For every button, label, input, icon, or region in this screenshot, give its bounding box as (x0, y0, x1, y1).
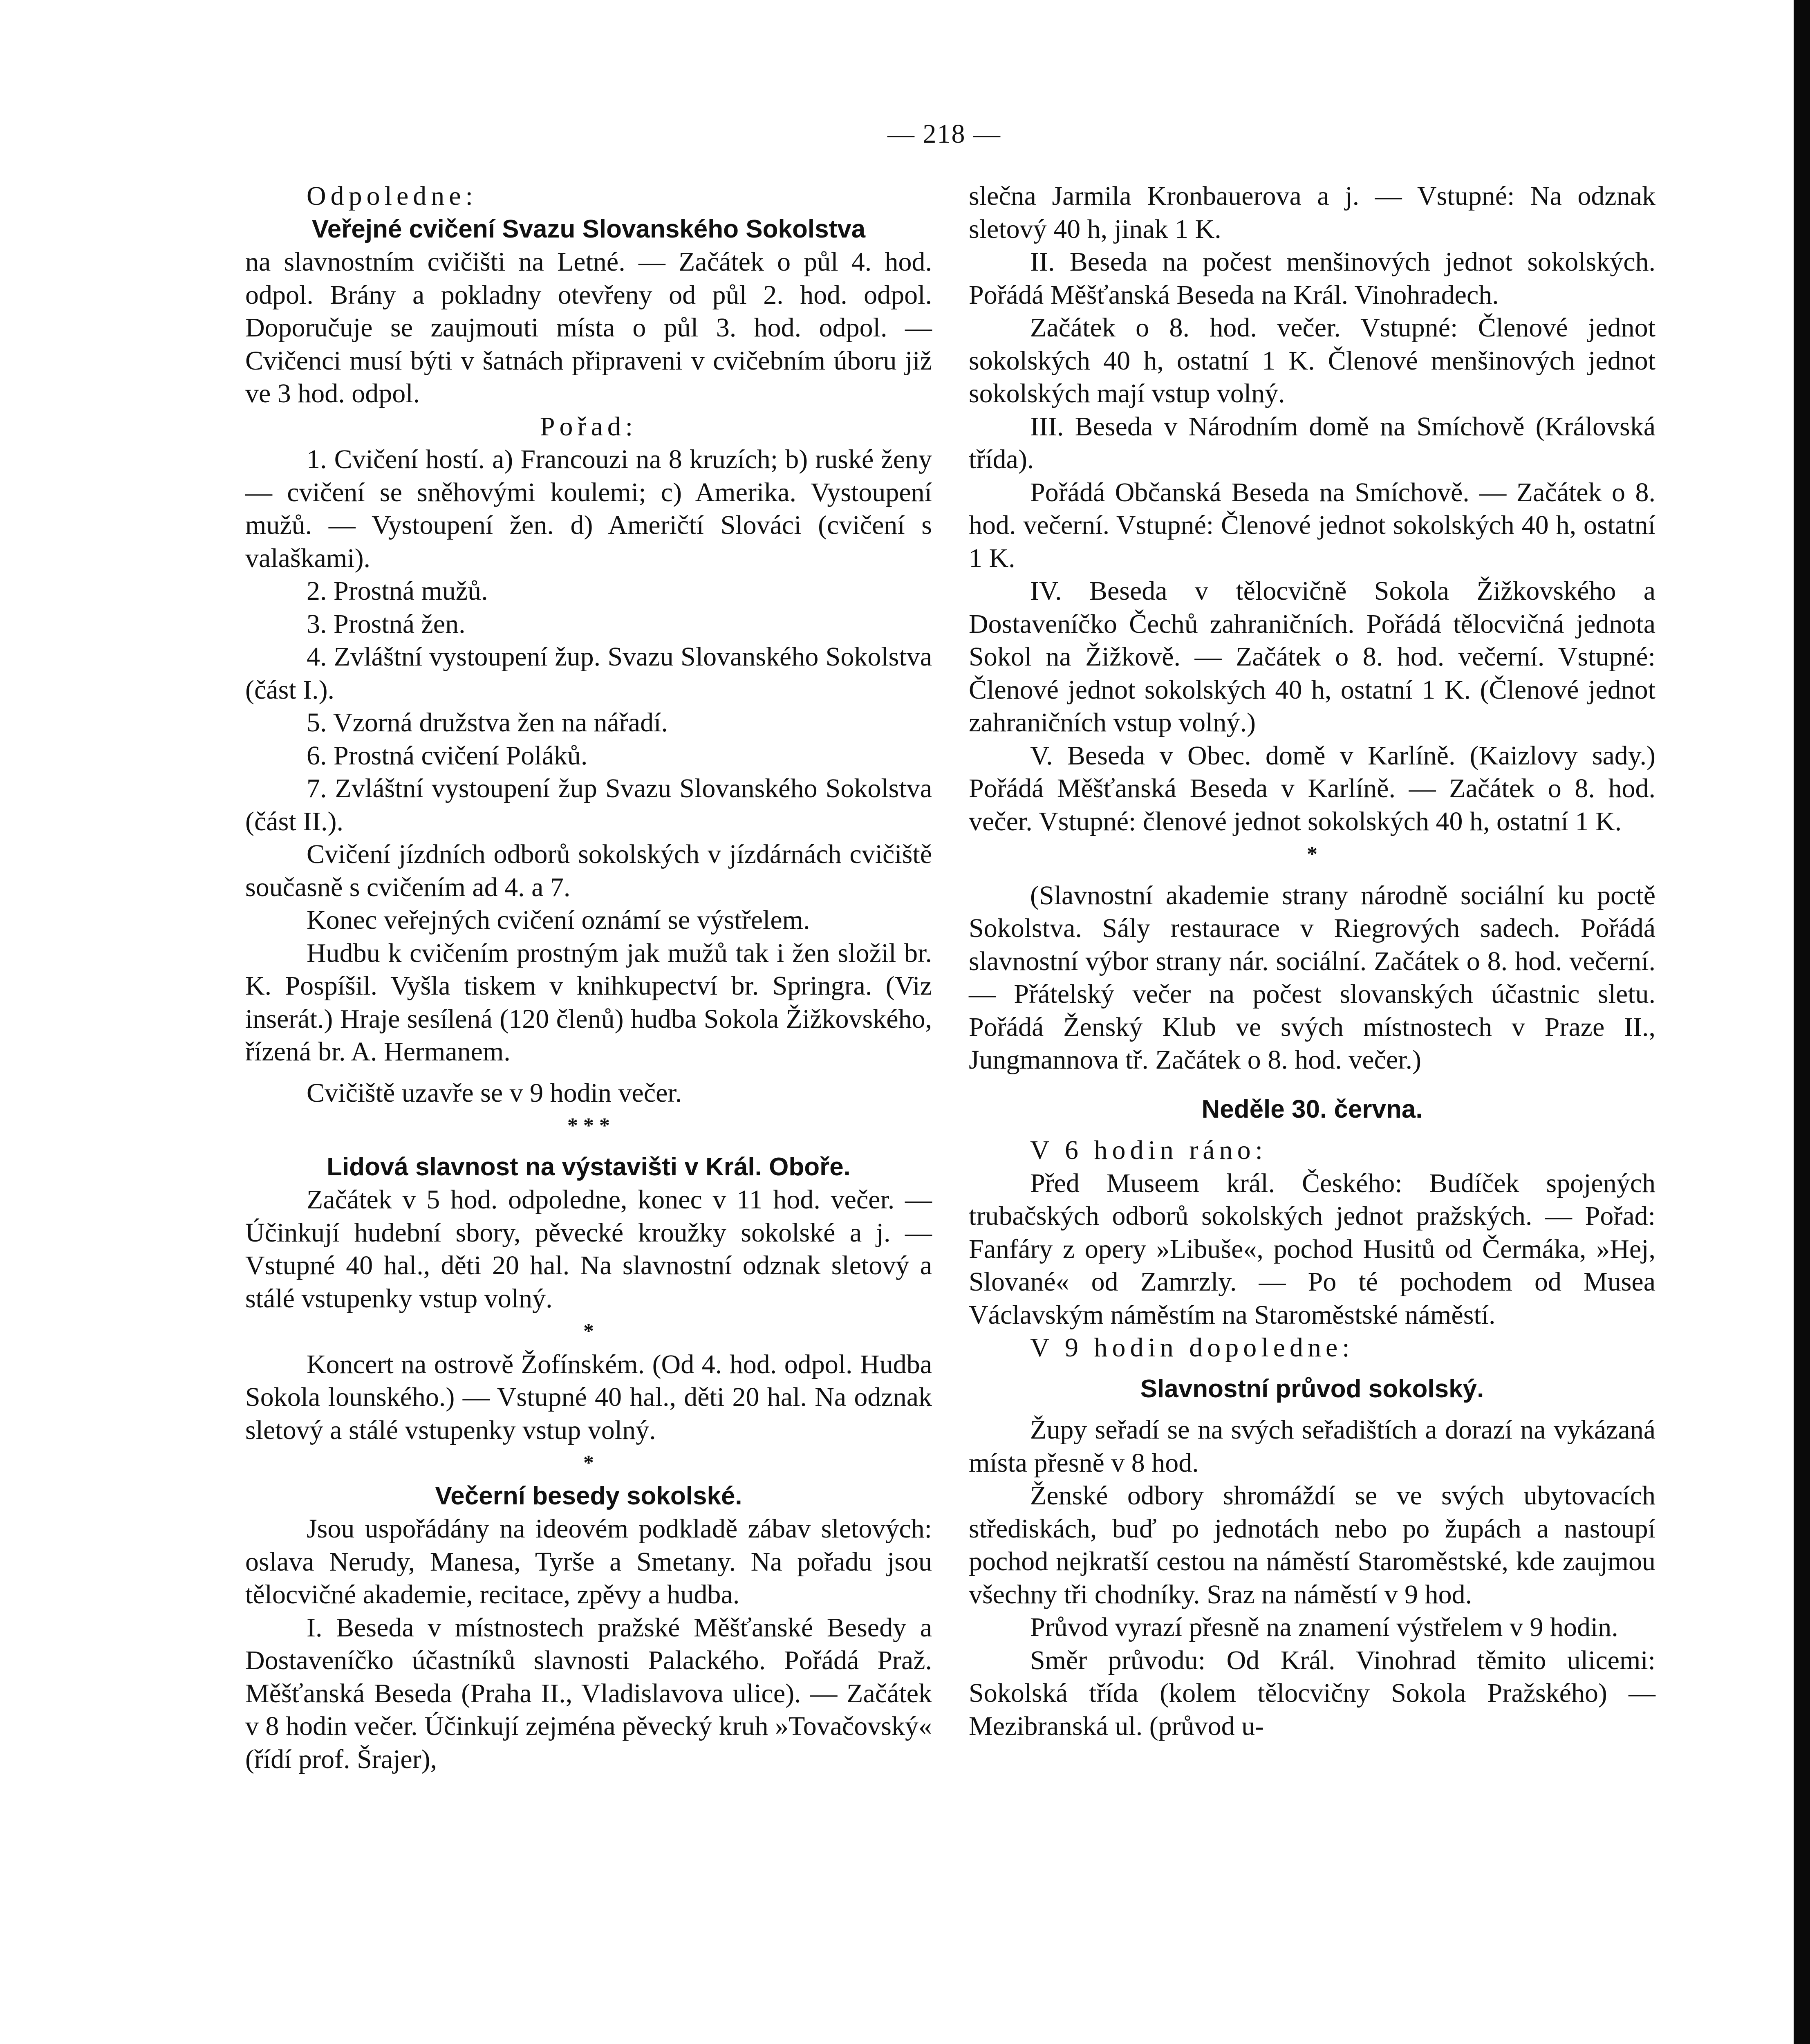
paragraph: * * * (567, 1114, 610, 1137)
paragraph: Hudbu k cvičením prostným jak mužů tak i žen složil br. K. Pospíšil. Vyšla tiskem v knihkupectví br. Springra. (Viz inserát.) Hraje sesílená (120 členů) hudba Sokola Žižkovského, řízená br. A. Hermanem. (245, 938, 932, 1067)
paragraph: na slavnostním cvičišti na Letné. — Začátek o půl 4. hod. odpol. Brány a pokladny otevřeny od půl 2. hod. odpol. Doporučuje se zaujmouti místa o půl 3. hod. odpol. — Cvičenci musí býti v šatnách připraveni v cvičebním úboru již ve 3 hod. odpol. (245, 247, 932, 408)
paragraph: II. Beseda na počest menšinových jednot sokolských. Pořádá Měšťanská Beseda na Král. Vinohradech. (969, 247, 1655, 310)
paragraph: Večerní besedy sokolské. (435, 1481, 742, 1510)
paragraph: Pořad: (540, 411, 638, 442)
paragraph: Ženské odbory shromáždí se ve svých ubytovacích střediskách, buď po jednotách nebo po župách a nastoupí pochod nejkratší cestou na náměstí Staroměstské, kde zaujmou všechny tři chodníky. Sraz na náměstí v 9 hod. (969, 1481, 1655, 1609)
paragraph: Slavnostní průvod sokolský. (1140, 1374, 1484, 1403)
paragraph: Odpoledne: (307, 181, 477, 211)
page-number: — 218 — (887, 119, 1001, 149)
paragraph: 5. Vzorná družstva žen na nářadí. (307, 708, 668, 737)
paragraph: Začátek o 8. hod. večer. Vstupné: Členové jednot sokolských 40 h, ostatní 1 K. Členové menšinových jednot sokolských mají vstup volný. (969, 313, 1655, 408)
paragraph: Cvičiště uzavře se v 9 hodin večer. (307, 1078, 682, 1108)
paragraph: Směr průvodu: Od Král. Vinohrad těmito ulicemi: Sokolská třída (kolem tělocvičny Sokola Pražského) — Mezibranská ul. (průvod u- (969, 1645, 1655, 1741)
paragraph: * (1307, 843, 1317, 866)
paragraph: Začátek v 5 hod. odpoledne, konec v 11 hod. večer. — Účinkují hudební sbory, pěvecké kroužky sokolské a j. — Vstupné 40 hal., děti 20 hal. Na slavnostní odznak sletový a stálé vstupenky vstup volný. (245, 1185, 932, 1313)
paragraph: Cvičení jízdních odborů sokolských v jízdárnách cvičiště současně s cvičením ad 4. a 7. (245, 839, 932, 902)
paragraph: 1. Cvičení hostí. a) Francouzi na 8 kruzích; b) ruské ženy — cvičení se sněhovými koulemi; c) Amerika. Vystoupení mužů. — Vystoupení žen. d) Američtí Slováci (cvičení s valaškami). (245, 444, 932, 573)
paragraph: Koncert na ostrově Žofínském. (Od 4. hod. odpol. Hudba Sokola lounského.) — Vstupné 40 hal., děti 20 hal. Na odznak sletový a stálé vstupenky vstup volný. (245, 1349, 932, 1445)
paragraph: V 9 hodin dopoledne: (1030, 1333, 1354, 1363)
paragraph: 3. Prostná žen. (307, 609, 466, 639)
paragraph: III. Beseda v Národním domě na Smíchově (Královská třída). (969, 411, 1655, 474)
paragraph: Jsou uspořádány na ideovém podkladě zábav sletových: oslava Nerudy, Manesa, Tyrše a Smetany. Na pořadu jsou tělocvičné akademie, recitace, zpěvy a hudba. (245, 1514, 932, 1609)
paragraph: slečna Jarmila Kronbauerova a j. — Vstupné: Na odznak sletový 40 h, jinak 1 K. (969, 181, 1655, 244)
paragraph: * (583, 1451, 594, 1475)
paragraph: V. Beseda v Obec. domě v Karlíně. (Kaizlovy sady.) Pořádá Měšťanská Beseda v Karlíně. — Začátek o 8. hod. večer. Vstupné: členové jednot sokolských 40 h, ostatní 1 K. (969, 740, 1655, 836)
paragraph: * (583, 1320, 594, 1343)
right-column (969, 180, 1655, 1743)
paragraph: 7. Zvláštní vystoupení žup Svazu Slovanského Sokolstva (část II.). (245, 773, 932, 836)
paragraph: Před Museem král. Českého: Budíček spojených trubačských odborů sokolských jednot pražských. — Pořad: Fanfáry z opery »Libuše«, pochod Husitů od Čermáka, »Hej, Slované« od Zamrzly. — Po té pochodem od Musea Václavským náměstím na Staroměstské náměstí. (969, 1168, 1655, 1330)
paragraph: V 6 hodin ráno: (1030, 1135, 1267, 1165)
paragraph: (Slavnostní akademie strany národně sociální ku poctě Sokolstva. Sály restaurace v Riegrových sadech. Pořádá slavnostní výbor strany nár. sociální. Začátek o 8. hod. večerní. — Přátelský večer na počest slovanských účastnic sletu. Pořádá Ženský Klub ve svých místnostech v Praze II., Jungmannova tř. Začátek o 8. hod. večer.) (969, 880, 1655, 1075)
paragraph: Pořádá Občanská Beseda na Smíchově. — Začátek o 8. hod. večerní. Vstupné: Členové jednot sokolských 40 h, ostatní 1 K. (969, 477, 1655, 573)
paragraph: Veřejné cvičení Svazu Slovanského Sokolstva (311, 215, 866, 243)
paragraph: 6. Prostná cvičení Poláků. (307, 740, 588, 771)
paragraph: 2. Prostná mužů. (307, 576, 488, 606)
scan-border (1794, 0, 1810, 2044)
paragraph: I. Beseda v místnostech pražské Měšťanské Besedy a Dostaveníčko účastníků slavnosti Palackého. Pořádá Praž. Měšťanská Beseda (Praha II., Vladislavova ulice). — Začátek v 8 hodin večer. Účinkují zejména pěvecký kruh »Tovačovský« (řídí prof. Šrajer), (245, 1612, 932, 1774)
paragraph: Neděle 30. června. (1201, 1095, 1423, 1123)
paragraph: Župy seřadí se na svých seřadištích a dorazí na vykázaná místa přesně v 8 hod. (969, 1415, 1655, 1478)
paragraph: IV. Beseda v tělocvičně Sokola Žižkovského a Dostaveníčko Čechů zahraničních. Pořádá tělocvičná jednota Sokol na Žižkově. — Začátek o 8. hod. večerní. Vstupné: Členové jednot sokolských 40 h, ostatní 1 K. (Členové jednot zahraničních vstup volný.) (969, 576, 1655, 737)
paragraph: Průvod vyrazí přesně na znamení výstřelem v 9 hodin. (1030, 1612, 1618, 1642)
paragraph: Konec veřejných cvičení oznámí se výstřelem. (307, 905, 810, 935)
paragraph: 4. Zvláštní vystoupení žup. Svazu Slovanského Sokolstva (část I.). (245, 642, 932, 705)
paragraph: Lidová slavnost na výstavišti v Král. Oboře. (327, 1152, 851, 1181)
left-column (245, 180, 932, 1776)
